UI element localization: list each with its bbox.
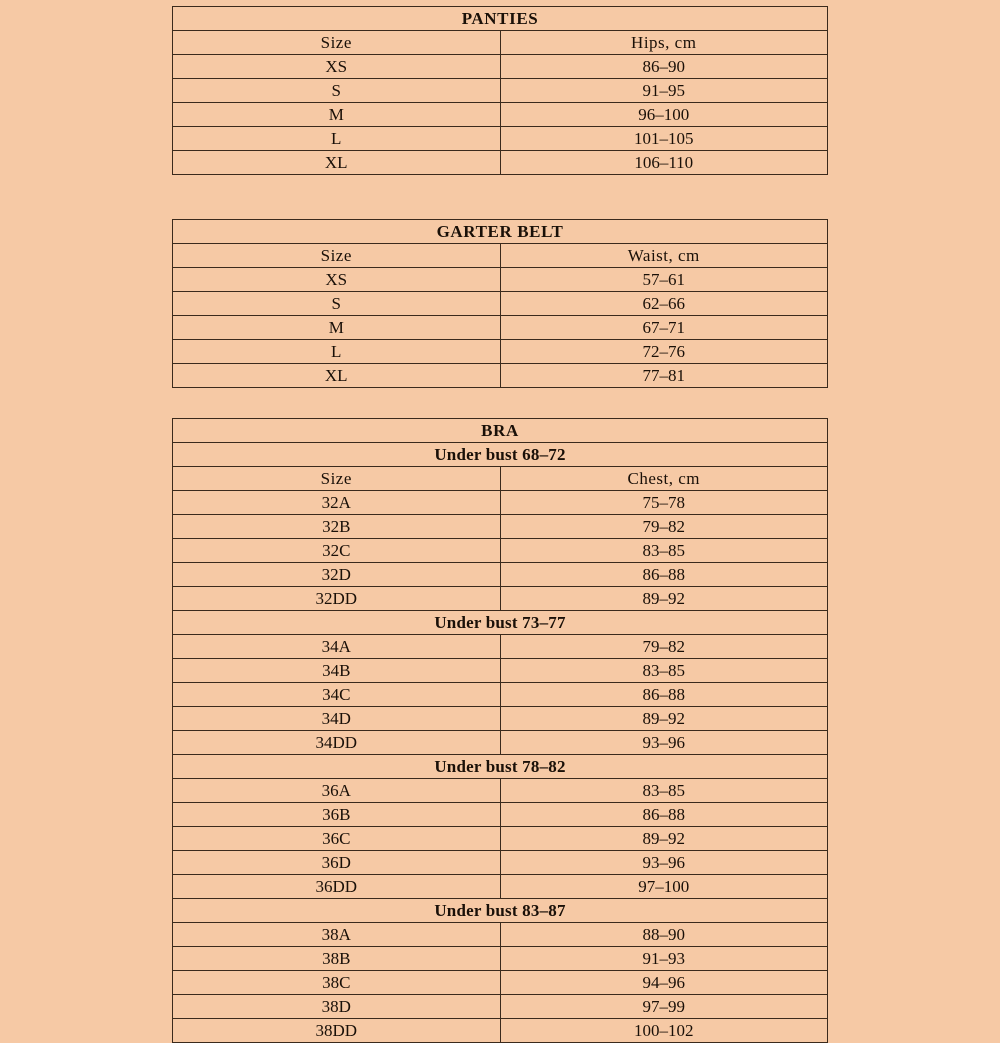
panties-hips-xs: 86–90 — [500, 55, 828, 79]
bra-chest-34c: 86–88 — [500, 683, 828, 707]
bra-group-subtitle-3: Under bust 78–82 — [173, 755, 828, 779]
garter-belt-waist-m: 67–71 — [500, 316, 828, 340]
bra-chest-34d: 89–92 — [500, 707, 828, 731]
table-row — [173, 127, 828, 151]
bra-size-38c: 38C — [173, 971, 501, 995]
table-row — [173, 803, 828, 827]
panties-size-m: M — [173, 103, 501, 127]
garter-belt-size-l: L — [173, 340, 501, 364]
bra-column-header-chest: Chest, cm — [500, 467, 828, 491]
table-row — [173, 292, 828, 316]
bra-table-wrapper — [172, 418, 828, 1043]
panties-column-header-hips: Hips, cm — [500, 31, 828, 55]
garter-belt-waist-s: 62–66 — [500, 292, 828, 316]
garter-belt-table-wrapper — [172, 219, 828, 388]
bra-group-subtitle-2: Under bust 73–77 — [173, 611, 828, 635]
table-row — [173, 563, 828, 587]
table-row — [173, 779, 828, 803]
bra-group-subtitle-1: Under bust 68–72 — [173, 443, 828, 467]
bra-chest-36dd: 97–100 — [500, 875, 828, 899]
garter-belt-waist-xs: 57–61 — [500, 268, 828, 292]
section-spacer — [0, 175, 1000, 219]
bra-chest-36a: 83–85 — [500, 779, 828, 803]
table-row — [173, 587, 828, 611]
table-subtitle-row — [173, 899, 828, 923]
garter-belt-size-s: S — [173, 292, 501, 316]
bra-size-34dd: 34DD — [173, 731, 501, 755]
table-row — [173, 707, 828, 731]
bra-size-38b: 38B — [173, 947, 501, 971]
bra-size-34c: 34C — [173, 683, 501, 707]
bra-chest-36d: 93–96 — [500, 851, 828, 875]
table-title-row — [173, 7, 828, 31]
garter-belt-size-m: M — [173, 316, 501, 340]
table-row — [173, 827, 828, 851]
bra-size-32c: 32C — [173, 539, 501, 563]
bra-size-36a: 36A — [173, 779, 501, 803]
table-title-row — [173, 220, 828, 244]
bra-size-38a: 38A — [173, 923, 501, 947]
table-row — [173, 923, 828, 947]
table-header-row — [173, 467, 828, 491]
panties-hips-xl: 106–110 — [500, 151, 828, 175]
bra-chest-34a: 79–82 — [500, 635, 828, 659]
bra-chest-32a: 75–78 — [500, 491, 828, 515]
panties-size-xl: XL — [173, 151, 501, 175]
bra-chest-38a: 88–90 — [500, 923, 828, 947]
panties-size-xs: XS — [173, 55, 501, 79]
bra-chest-38dd: 100–102 — [500, 1019, 828, 1043]
table-row — [173, 947, 828, 971]
bra-size-32b: 32B — [173, 515, 501, 539]
table-subtitle-row — [173, 611, 828, 635]
bra-size-34a: 34A — [173, 635, 501, 659]
table-row — [173, 364, 828, 388]
bra-size-36c: 36C — [173, 827, 501, 851]
garter-belt-column-header-waist: Waist, cm — [500, 244, 828, 268]
panties-size-table — [172, 6, 828, 175]
table-row — [173, 731, 828, 755]
bra-chest-32b: 79–82 — [500, 515, 828, 539]
table-row — [173, 635, 828, 659]
table-row — [173, 539, 828, 563]
garter-belt-waist-xl: 77–81 — [500, 364, 828, 388]
bra-size-32a: 32A — [173, 491, 501, 515]
garter-belt-waist-l: 72–76 — [500, 340, 828, 364]
table-row — [173, 103, 828, 127]
bra-size-38d: 38D — [173, 995, 501, 1019]
table-row — [173, 659, 828, 683]
table-row — [173, 491, 828, 515]
bra-chest-36b: 86–88 — [500, 803, 828, 827]
table-row — [173, 340, 828, 364]
panties-hips-m: 96–100 — [500, 103, 828, 127]
bra-size-36d: 36D — [173, 851, 501, 875]
bra-size-34b: 34B — [173, 659, 501, 683]
bra-size-36b: 36B — [173, 803, 501, 827]
bra-size-32d: 32D — [173, 563, 501, 587]
table-row — [173, 683, 828, 707]
bra-size-32dd: 32DD — [173, 587, 501, 611]
table-header-row — [173, 31, 828, 55]
panties-table-title: PANTIES — [173, 7, 828, 31]
garter-belt-column-header-size: Size — [173, 244, 501, 268]
table-subtitle-row — [173, 755, 828, 779]
garter-belt-table-title: GARTER BELT — [173, 220, 828, 244]
panties-hips-s: 91–95 — [500, 79, 828, 103]
garter-belt-size-xl: XL — [173, 364, 501, 388]
bra-size-table — [172, 418, 828, 1043]
bra-size-36dd: 36DD — [173, 875, 501, 899]
table-row — [173, 851, 828, 875]
garter-belt-size-xs: XS — [173, 268, 501, 292]
table-row — [173, 971, 828, 995]
table-row — [173, 268, 828, 292]
bra-chest-34dd: 93–96 — [500, 731, 828, 755]
table-row — [173, 1019, 828, 1043]
bra-size-34d: 34D — [173, 707, 501, 731]
table-row — [173, 55, 828, 79]
panties-size-l: L — [173, 127, 501, 151]
bra-chest-32dd: 89–92 — [500, 587, 828, 611]
bra-chest-38b: 91–93 — [500, 947, 828, 971]
section-spacer — [0, 388, 1000, 418]
bra-chest-34b: 83–85 — [500, 659, 828, 683]
bra-chest-32c: 83–85 — [500, 539, 828, 563]
bra-chest-38d: 97–99 — [500, 995, 828, 1019]
bra-chest-38c: 94–96 — [500, 971, 828, 995]
table-row — [173, 515, 828, 539]
table-row — [173, 316, 828, 340]
table-title-row — [173, 419, 828, 443]
bra-column-header-size: Size — [173, 467, 501, 491]
bra-chest-32d: 86–88 — [500, 563, 828, 587]
bra-group-subtitle-4: Under bust 83–87 — [173, 899, 828, 923]
garter-belt-size-table — [172, 219, 828, 388]
table-subtitle-row — [173, 443, 828, 467]
bra-table-title: BRA — [173, 419, 828, 443]
table-row — [173, 875, 828, 899]
table-row — [173, 79, 828, 103]
bra-size-38dd: 38DD — [173, 1019, 501, 1043]
table-header-row — [173, 244, 828, 268]
table-row — [173, 151, 828, 175]
panties-column-header-size: Size — [173, 31, 501, 55]
table-row — [173, 995, 828, 1019]
bra-chest-36c: 89–92 — [500, 827, 828, 851]
panties-table-wrapper — [172, 6, 828, 175]
panties-size-s: S — [173, 79, 501, 103]
panties-hips-l: 101–105 — [500, 127, 828, 151]
